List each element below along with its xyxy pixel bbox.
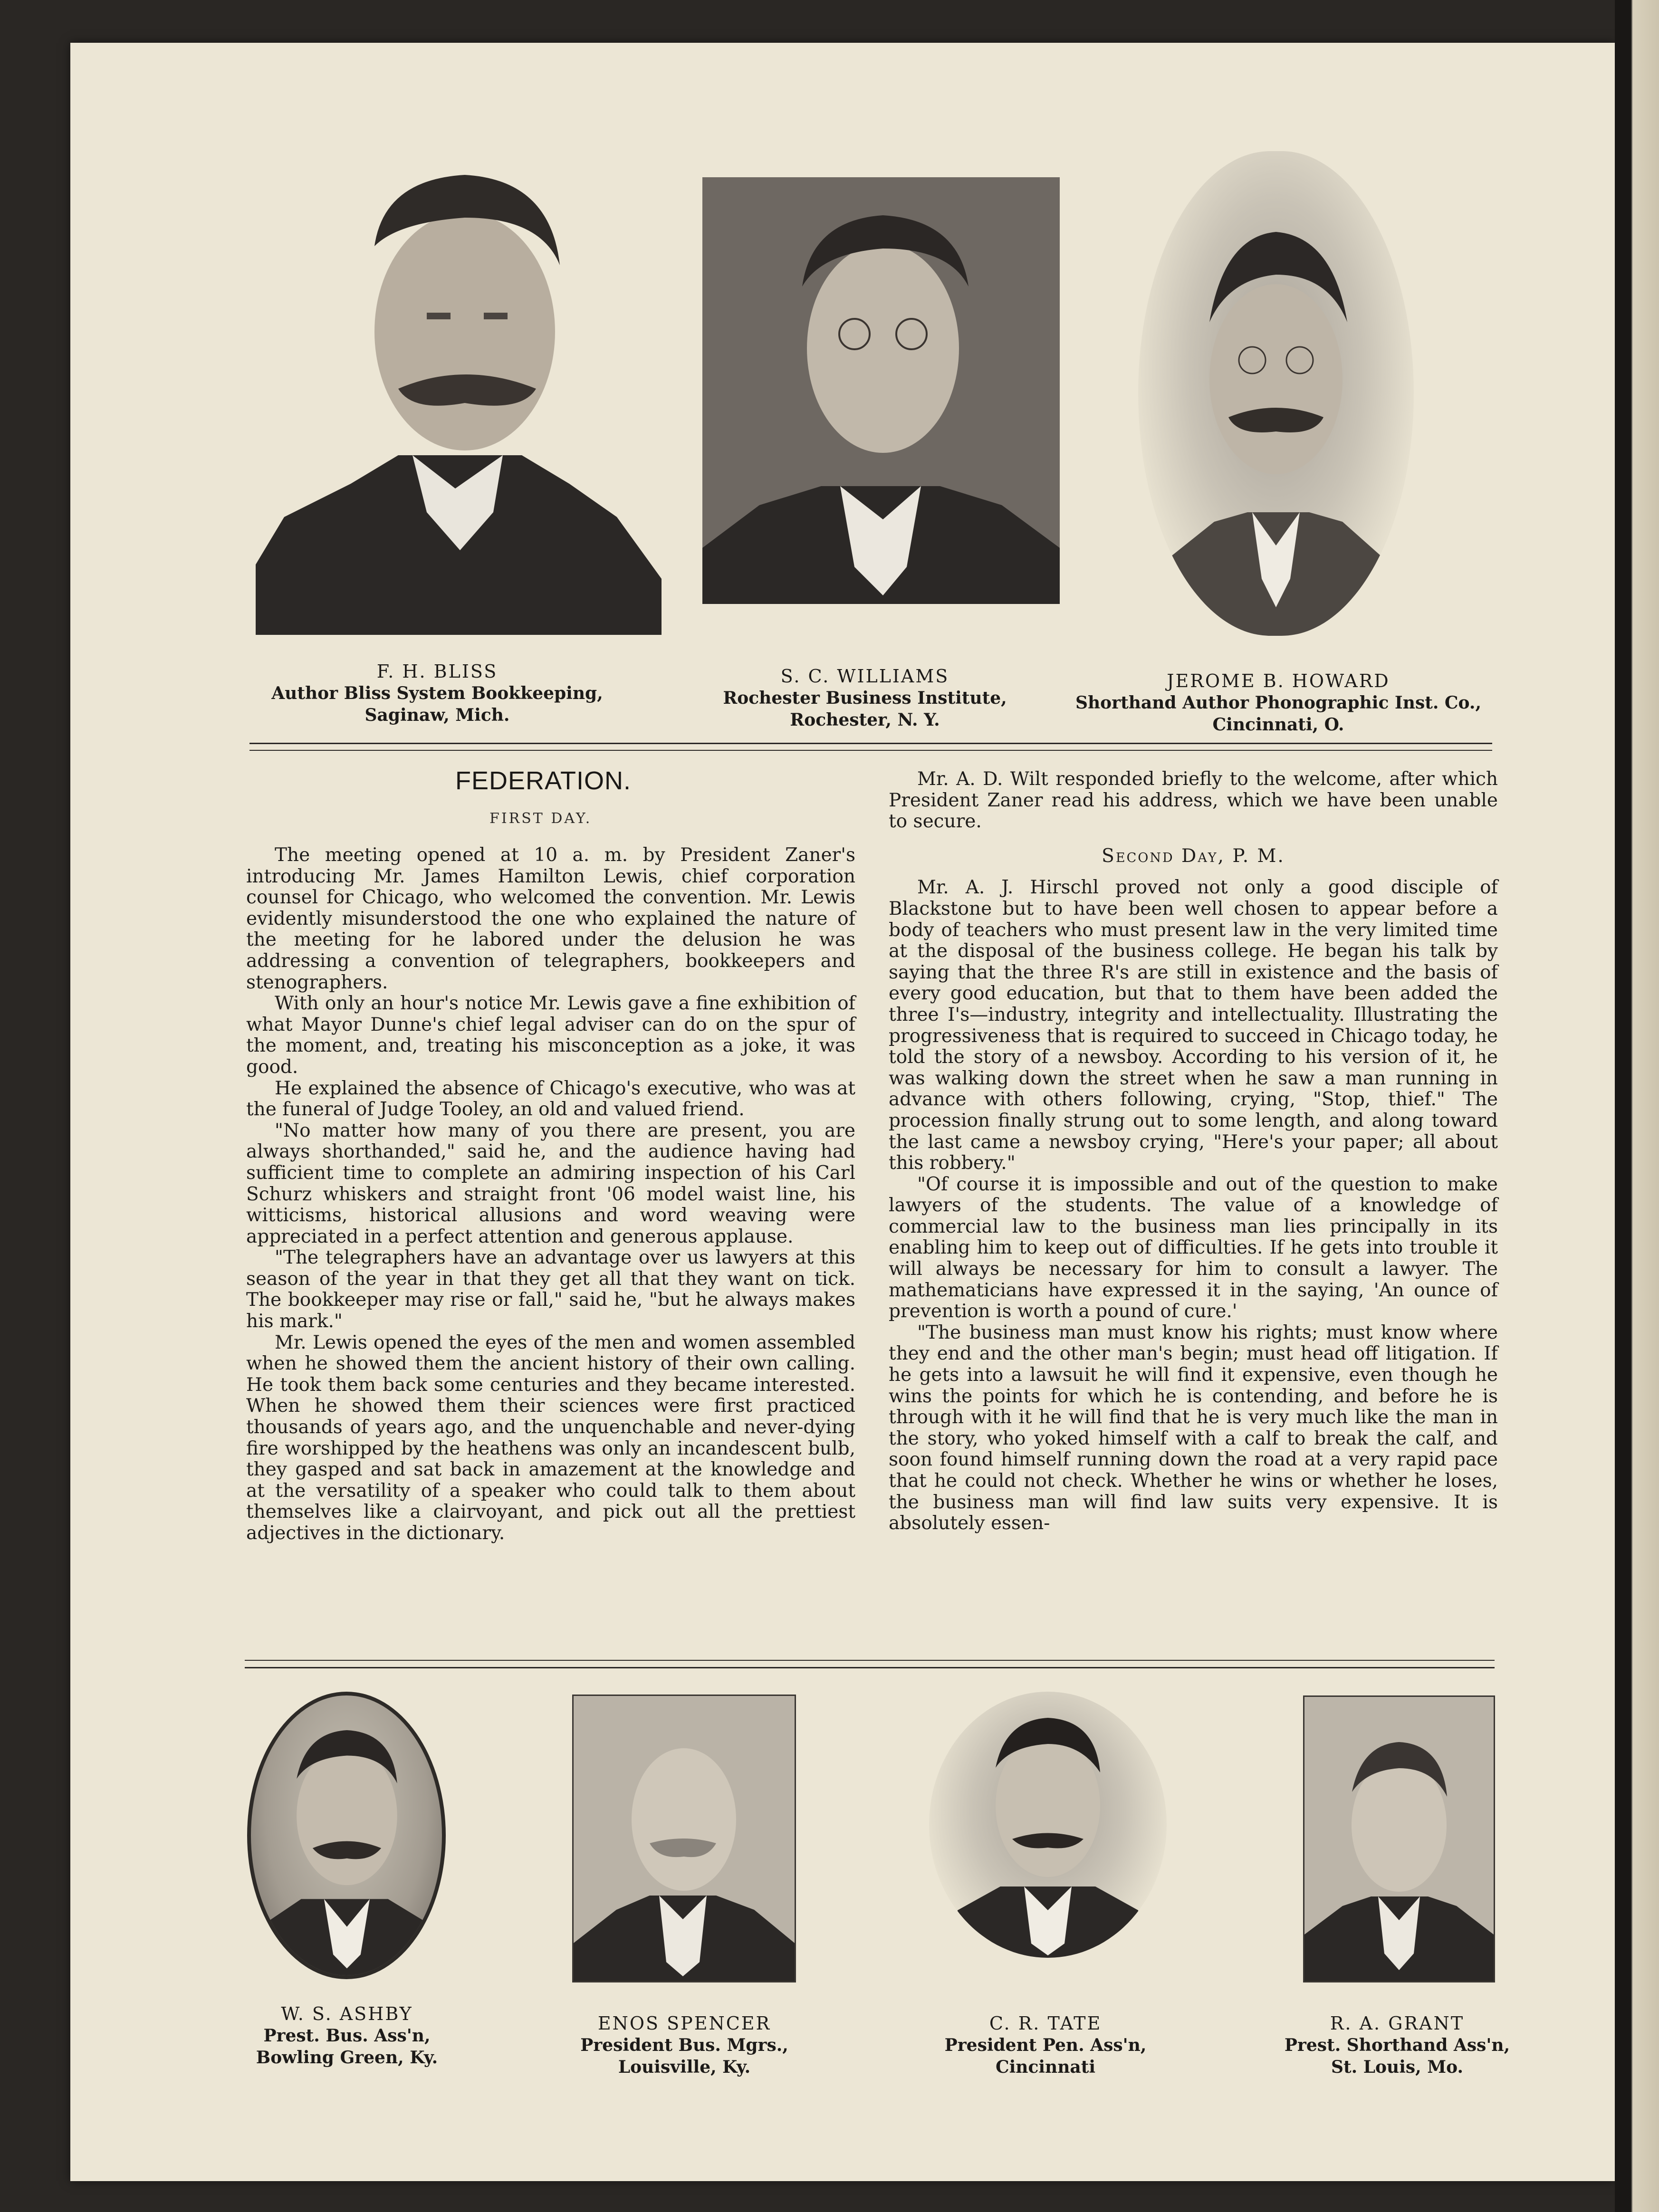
paragraph: "Of course it is impossible and out of the question to make lawyers of the students. The value of a knowledge of commercial law to the business man lies principally in its enabling him to keep out of difficulties. If he gets into trouble it will always be necessary for him to consult a lawyer. The mathematicians have expressed it in the saying, 'An ounce of prevention is worth a pound of cure.'	[889, 1173, 1498, 1322]
portrait-name: C. R. TATE	[989, 2013, 1102, 2034]
paragraph: He explained the absence of Chicago's executive, who was at the funeral of Judge Tooley, an old and valued friend.	[246, 1077, 855, 1120]
portrait-photo	[1138, 151, 1414, 636]
paragraph: The meeting opened at 10 a. m. by President Zaner's introducing Mr. James Hamilton Lewis, chief corporation counsel for Chicago, who welcomed the convention. Mr. Lewis evidently misunderstood the one who explained the nature of the meeting for he labored under the delusion he was addressing a convention of telegraphers, bookkeepers and stenographers.	[246, 844, 855, 993]
right-column	[889, 769, 1498, 1534]
paragraph: Mr. A. D. Wilt responded briefly to the welcome, after which President Zaner read his address, which we have been unable to secure.	[889, 768, 1498, 833]
portrait-title: Shorthand Author Phonographic Inst. Co.,	[1075, 693, 1482, 713]
paragraph: With only an hour's notice Mr. Lewis gave a fine exhibition of what Mayor Dunne's chief legal adviser can do on the spur of the moment, and, treating his misconception as a joke, it was good.	[246, 993, 855, 1078]
divider-rule	[249, 743, 1492, 744]
divider-rule	[245, 1667, 1495, 1668]
portrait-title: President Bus. Mgrs.,	[580, 2035, 788, 2055]
portrait-photo	[702, 177, 1060, 604]
divider-rule	[245, 1660, 1495, 1661]
portrait-name: R. A. GRANT	[1330, 2013, 1465, 2034]
portrait-name: ENOS SPENCER	[597, 2013, 771, 2034]
portrait-name: JEROME B. HOWARD	[1167, 670, 1390, 691]
portrait-name: W. S. ASHBY	[281, 2003, 413, 2024]
paragraph: "The telegraphers have an advantage over us lawyers at this season of the year in that they get all that they want on tick. The bookkeeper may rise or fall," said he, "but he always makes his mark."	[246, 1247, 855, 1332]
portrait-location: Louisville, Ky.	[618, 2057, 751, 2077]
portrait-location: Rochester, N. Y.	[790, 710, 940, 730]
portrait-location: St. Louis, Mo.	[1331, 2057, 1463, 2077]
portrait-title: Prest. Shorthand Ass'n,	[1284, 2035, 1510, 2055]
portrait-caption	[1064, 670, 1492, 736]
divider-rule	[249, 750, 1492, 751]
portrait-caption	[675, 665, 1055, 731]
next-page-edge	[1615, 0, 1659, 2212]
portrait-title: President Pen. Ass'n,	[944, 2035, 1147, 2055]
portrait-caption	[1245, 2012, 1549, 2078]
section-heading: Second Day, P. M.	[1102, 845, 1285, 867]
portrait-photo	[247, 1692, 446, 1979]
portrait-location: Bowling Green, Ky.	[256, 2048, 438, 2068]
paragraph: Mr. Lewis opened the eyes of the men and women assembled when he showed them the ancient history of their own calling. He took them back some centuries and they became interested. When he showed them their sciences were first practiced thousands of years ago, and the unquenchable and never-dying fire worshipped by the heathens was only an incandescent bulb, they gasped and sat back in amazement at the knowledge and at the versatility of a speaker who could talk to them about themselves like a clairvoyant, and pick out all the prettiest adjectives in the dictionary.	[246, 1331, 855, 1544]
portrait-location: Saginaw, Mich.	[364, 705, 510, 725]
paragraph: "No matter how many of you there are present, you are always shorthanded," said he, and the audience having had sufficient time to complete an admiring inspection of his Carl Schurz whiskers and straight front '06 model waist line, his witticisms, historical allusions and word weaving were appreciated in a perfect attention and generous applause.	[246, 1120, 855, 1247]
portrait-title: Prest. Bus. Ass'n,	[263, 2026, 431, 2046]
portrait-caption	[903, 2012, 1188, 2078]
paragraph: "The business man must know his rights; must know where they end and the other man's begin; must head off litigation. If he gets into a lawsuit he will find it expensive, even though he wins the points for which he is contending, and before he is through with it he will find that he is very much like the man in the story, who yoked himself with a calf to break the calf, and soon found himself running down the road at a very rapid pace that he could not check. Whether he wins or whether he loses, the business man will find law suits very expensive. It is absolutely essen-	[889, 1321, 1498, 1534]
portrait-name: S. C. WILLIAMS	[780, 666, 949, 687]
portrait-title: Rochester Business Institute,	[723, 688, 1007, 708]
portrait-photo	[929, 1692, 1167, 1958]
portrait-photo	[1303, 1695, 1495, 1982]
portrait-name: F. H. BLISS	[376, 661, 498, 682]
portrait-caption	[542, 2012, 827, 2078]
portrait-location: Cincinnati	[995, 2057, 1096, 2077]
portrait-caption	[247, 661, 627, 726]
portrait-photo	[256, 123, 662, 635]
left-column	[246, 845, 855, 1544]
portrait-title: Author Bliss System Bookkeeping,	[271, 683, 603, 703]
article-title: FEDERATION.	[455, 766, 632, 795]
portrait-caption	[209, 2003, 485, 2068]
paragraph: Mr. A. J. Hirschl proved not only a good disciple of Blackstone but to have been well chosen to appear before a body of teachers who must present law in the very limited time at the disposal of the business college. He began his talk by saying that the three R's are still in existence and the basis of every good education, but that to them have been added the three I's—industry, integrity and intellectuality. Illustrating the progressiveness that is required to succeed in Chicago today, he told the story of a newsboy. According to his version of it, he was walking down the street when he saw a man running in advance with others following, crying, "Stop, thief." The procession finally strung out to some length, and along toward the last came a newsboy crying, "Here's your paper; all about this robbery."	[889, 877, 1498, 1174]
section-heading: FIRST DAY.	[489, 810, 592, 827]
portrait-photo	[572, 1695, 796, 1982]
portrait-location: Cincinnati, O.	[1212, 715, 1344, 735]
